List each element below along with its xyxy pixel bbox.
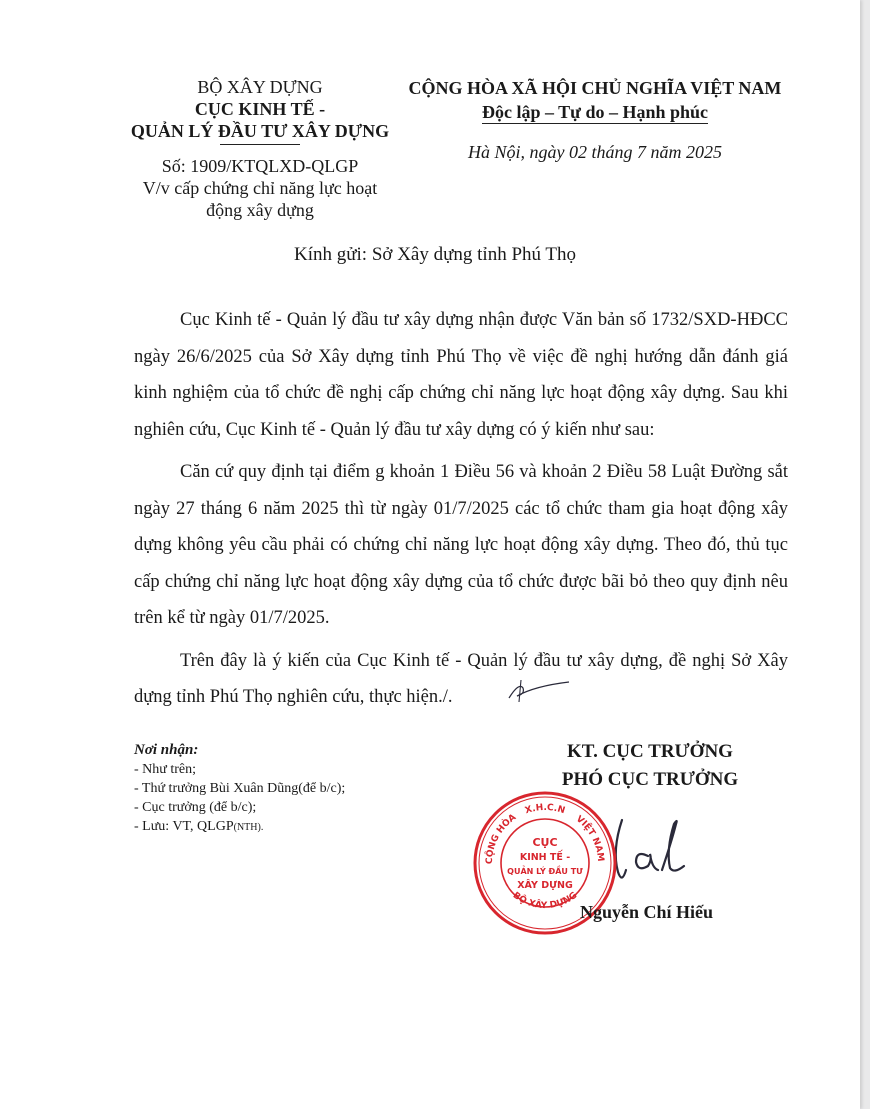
distribution-item: - Thứ trưởng Bùi Xuân Dũng(để b/c); <box>134 781 346 796</box>
national-header <box>400 76 790 164</box>
body-paragraph-1: Cục Kinh tế - Quản lý đầu tư xây dựng nhận được Văn bản số 1732/SXD-HĐCC ngày 26/6/2025 của Sở Xây dựng tỉnh Phú Thọ về việc đề nghị hướng dẫn đánh giá kinh nghiệm của tổ chức đề nghị cấp chứng chỉ năng lực hoạt động xây dựng. Sau khi nghiên cứu, Cục Kinh tế - Quản lý đầu tư xây dựng có ý kiến như sau: <box>134 310 788 440</box>
distribution-list <box>134 741 345 837</box>
document-date: Hà Nội, ngày 02 tháng 7 năm 2025 <box>468 142 722 162</box>
national-motto <box>400 100 790 124</box>
signature-title-line1: KT. CỤC TRƯỞNG <box>567 741 733 762</box>
motto-text: Độc lập – Tự do – Hạnh phúc <box>481 102 709 122</box>
signature-title-line2: PHÓ CỤC TRƯỞNG <box>561 769 739 790</box>
seal-outer-top-text: X.H.C.N <box>523 802 567 817</box>
distribution-item <box>134 817 345 837</box>
agency-name-line2: QUẢN LÝ ĐẦU TƯ XÂY DỰNG <box>130 121 390 141</box>
issuing-agency-header <box>120 76 400 221</box>
header-underline <box>220 144 300 145</box>
document-subject-line1: V/v cấp chứng chỉ năng lực hoạt <box>142 178 378 198</box>
seal-inner-line4: XÂY DỰNG <box>517 880 573 891</box>
document-subject-line2: động xây dựng <box>206 200 314 220</box>
seal-outer-left-text: CỘNG HÒA <box>484 812 519 865</box>
document-number: Số: 1909/KTQLXD-QLGP <box>161 156 359 176</box>
seal-inner-line3: QUẢN LÝ ĐẦU TƯ <box>507 867 583 876</box>
body-paragraph-2: Căn cứ quy định tại điểm g khoản 1 Điều 56 và khoản 2 Điều 58 Luật Đường sắt ngày 27 tháng 6 năm 2025 thì từ ngày 01/7/2025 các tổ chức tham gia hoạt động xây dựng không yêu cầu phải có chứng chỉ năng lực hoạt động xây dựng. Theo đó, thủ tục cấp chứng chỉ năng lực hoạt động xây dựng của tổ chức được bãi bỏ theo quy định nêu trên kể từ ngày 01/7/2025. <box>134 462 788 628</box>
seal-inner-line2: KINH TẾ - <box>519 852 571 863</box>
distribution-item-archive: - Lưu: VT, QLGP <box>134 819 234 834</box>
seal-outer-right-text: VIỆT NAM <box>573 814 606 863</box>
recipient-line: Kính gửi: Sở Xây dựng tỉnh Phú Thọ <box>293 244 577 265</box>
distribution-title: Nơi nhận: <box>134 742 199 758</box>
signer-name: Nguyễn Chí Hiếu <box>580 902 714 922</box>
distribution-item: - Như trên; <box>134 762 197 777</box>
country-name: CỘNG HÒA XÃ HỘI CHỦ NGHĨA VIỆT NAM <box>408 78 782 98</box>
seal-inner-line1: CỤC <box>532 836 558 849</box>
initial-mark-icon <box>505 676 575 706</box>
letter-body <box>134 302 788 722</box>
ministry-name: BỘ XÂY DỰNG <box>197 77 323 97</box>
agency-name-line1: CỤC KINH TẾ - <box>194 99 326 119</box>
distribution-item-initials: (NTH). <box>233 822 264 833</box>
signature-title <box>530 738 770 794</box>
distribution-item: - Cục trưởng (để b/c); <box>134 800 257 815</box>
body-paragraph-3: Trên đây là ý kiến của Cục Kinh tế - Quản lý đầu tư xây dựng, đề nghị Sở Xây dựng tỉnh Phú Thọ nghiên cứu, thực hiện./. <box>134 650 788 707</box>
seal-outer-bottom-text: BỘ XÂY DỰNG <box>510 890 580 912</box>
